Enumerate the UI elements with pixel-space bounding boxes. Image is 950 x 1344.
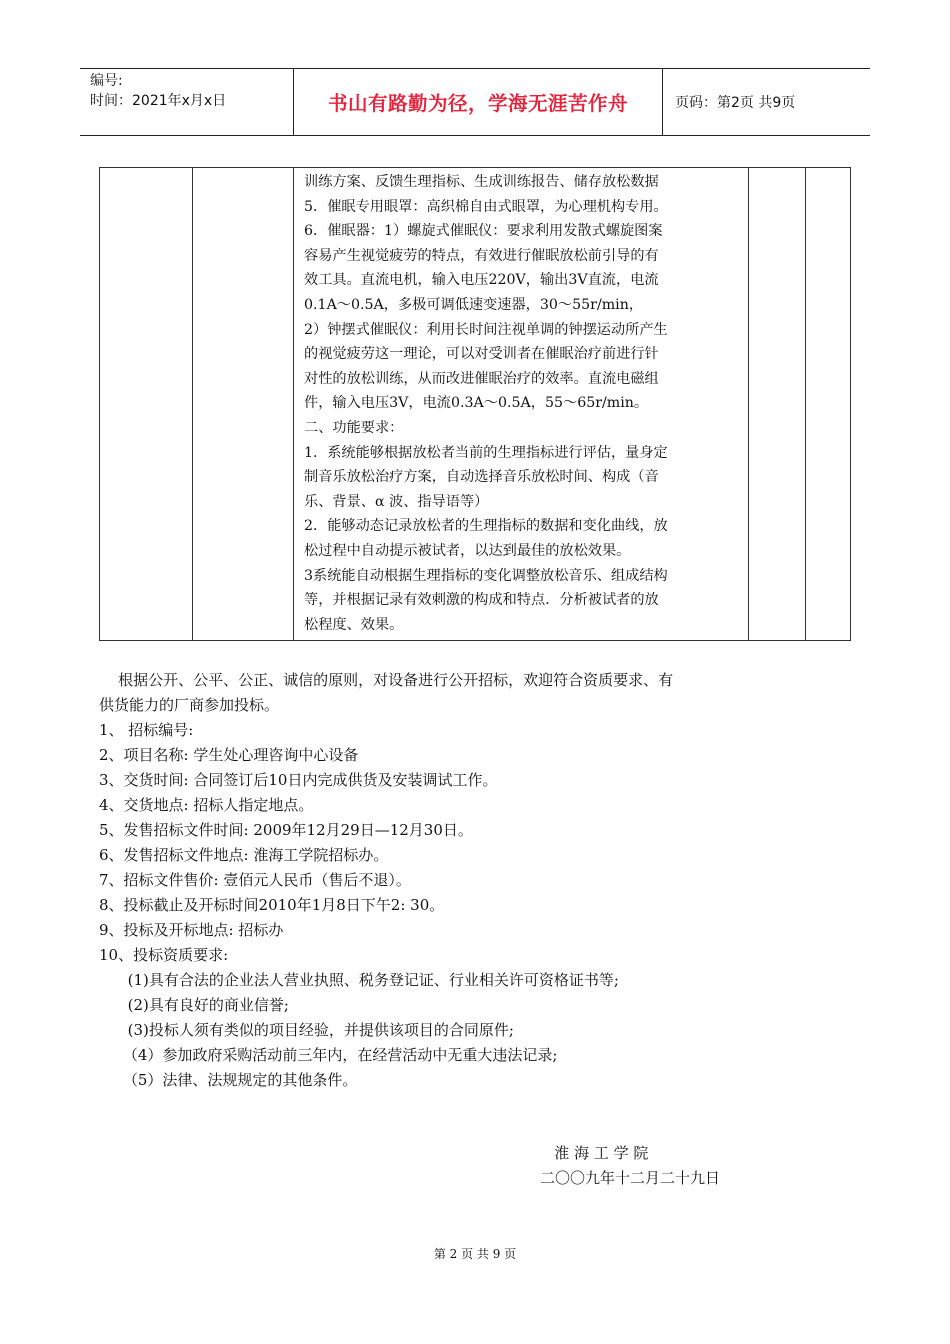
requirement-line: 的视觉疲劳这一理论，可以对受训者在催眠治疗前进行针 <box>304 346 659 363</box>
table-cell-index <box>100 168 193 641</box>
table-cell-quantity <box>749 168 806 641</box>
requirement-line: 6．催眠器：1）螺旋式催眠仪：要求利用发散式螺旋图案 <box>304 223 663 240</box>
requirement-line: 3系统能自动根据生理指标的变化调整放松音乐、组成结构 <box>304 567 668 584</box>
body-line: 9、投标及开标地点: 招标办 <box>99 921 284 939</box>
page-footer: 第 2 页 共 9 页 <box>433 1247 517 1261</box>
table-cell-name <box>193 168 294 641</box>
page-header <box>80 68 870 136</box>
body-line: 4、交货地点: 招标人指定地点。 <box>99 796 314 814</box>
specification-table <box>99 167 851 641</box>
body-line: 6、发售招标文件地点: 淮海工学院招标办。 <box>99 846 389 864</box>
body-line: 5、发售招标文件时间: 2009年12月29日—12月30日。 <box>99 821 473 839</box>
requirement-line: 5．催眠专用眼罩：高织棉自由式眼罩，为心理机构专用。 <box>304 198 668 215</box>
header-motto: 书山有路勤为径，学海无涯苦作舟 <box>294 69 663 135</box>
body-line: 1、 招标编号: <box>99 721 194 739</box>
requirement-line: 0.1A～0.5A，多极可调低速变速器，30～55r/min， <box>304 296 644 313</box>
requirement-line: 松过程中自动提示被试者，以达到最佳的放松效果。 <box>304 542 631 559</box>
table-cell-requirements <box>294 168 749 641</box>
body-line: 3、交货时间: 合同签订后10日内完成供货及安装调试工作。 <box>99 771 498 789</box>
requirement-line: 1．系统能够根据放松者当前的生理指标进行评估，量身定 <box>304 444 668 461</box>
body-line: (1)具有合法的企业法人营业执照、税务登记证、行业相关许可资格证书等; <box>99 971 619 989</box>
header-meta <box>80 69 294 135</box>
body-line: 7、招标文件售价: 壹佰元人民币（售后不退）。 <box>99 871 411 889</box>
requirement-line: 制音乐放松治疗方案，自动选择音乐放松时间、构成（音 <box>304 469 659 486</box>
requirement-line: 训练方案、反馈生理指标、生成训练报告、储存放松数据 <box>304 174 659 190</box>
body-line: （5）法律、法规规定的其他条件。 <box>99 1071 358 1089</box>
requirement-line: 件，输入电压3V，电流0.3A～0.5A，55～65r/min。 <box>304 395 649 412</box>
requirement-line: 对性的放松训练，从而改进催眠治疗的效率。直流电磁组 <box>304 370 659 387</box>
body-line: (3)投标人须有类似的项目经验，并提供该项目的合同原件; <box>99 1021 514 1039</box>
body-line: 根据公开、公平、公正、诚信的原则，对设备进行公开招标，欢迎符合资质要求、有 <box>99 671 674 689</box>
table-cell-note <box>806 168 851 641</box>
document-number-label: 编号: <box>90 73 123 89</box>
requirement-line: 二、功能要求： <box>304 419 404 436</box>
requirement-line: 2）钟摆式催眠仪：利用长时间注视单调的钟摆运动所产生 <box>304 321 668 338</box>
signature-organization: 淮 海 工 学 院 <box>540 1144 649 1162</box>
signature-block <box>540 1141 720 1191</box>
body-line: (2)具有良好的商业信誉; <box>99 996 289 1014</box>
body-line: 供货能力的厂商参加投标。 <box>99 696 280 714</box>
requirement-line: 效工具。直流电机，输入电压220V，输出3V直流，电流 <box>304 272 659 289</box>
document-time-label: 时间：2021年x月x日 <box>90 93 227 109</box>
requirement-line: 2．能够动态记录放松者的生理指标的数据和变化曲线，放 <box>304 518 668 535</box>
requirement-line: 等，并根据记录有效刺激的构成和特点．分析被试者的放 <box>304 592 659 609</box>
signature-date: 二〇〇九年十二月二十九日 <box>540 1169 721 1187</box>
tender-notice-body <box>99 668 851 1093</box>
body-line: （4）参加政府采购活动前三年内，在经营活动中无重大违法记录; <box>99 1046 558 1064</box>
header-page-number: 页码：第2页 共9页 <box>675 95 796 111</box>
requirement-line: 乐、背景、α 波、指导语等） <box>304 493 489 510</box>
requirement-line: 松程度、效果。 <box>304 616 404 633</box>
requirement-line: 容易产生视觉疲劳的特点，有效进行催眠放松前引导的有 <box>304 247 659 264</box>
body-line: 8、投标截止及开标时间2010年1月8日下午2: 30。 <box>99 896 445 914</box>
table-row <box>100 168 851 641</box>
body-line: 2、项目名称: 学生处心理咨询中心设备 <box>99 746 359 764</box>
body-line: 10、投标资质要求: <box>99 946 229 964</box>
